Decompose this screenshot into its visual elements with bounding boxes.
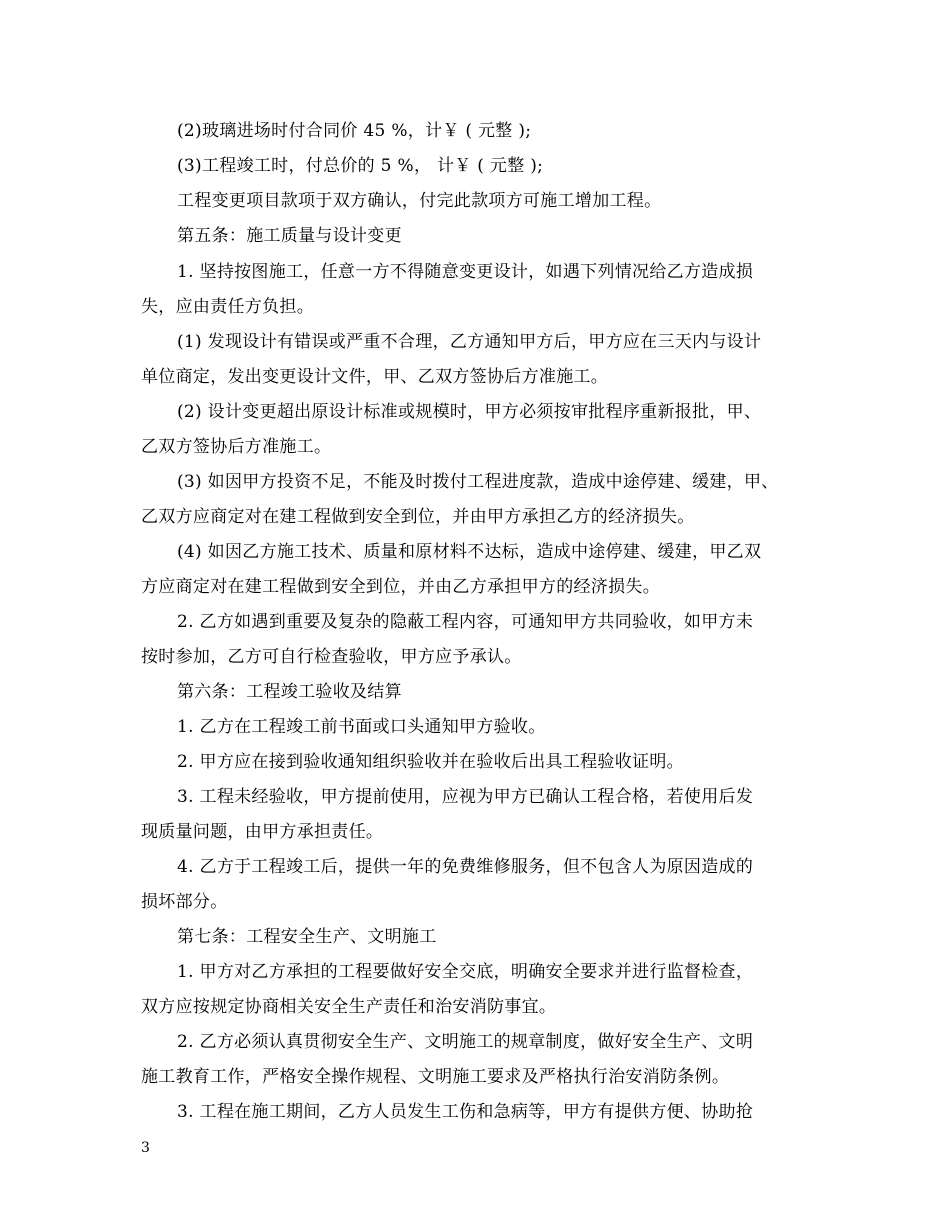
paragraph-line: 2. 甲方应在接到验收通知组织验收并在验收后出具工程验收证明。 (177, 752, 684, 772)
paragraph-line: 2. 乙方必须认真贯彻安全生产、文明施工的规章制度，做好安全生产、文明 (177, 1032, 754, 1052)
payment-clause-3: (3)工程竣工时，付总价的 5 %， 计￥ ( 元整 ); (177, 156, 544, 176)
paragraph-line: 按时参加，乙方可自行检查验收，甲方应予承认。 (141, 647, 522, 667)
section-heading-5: 第五条：施工质量与设计变更 (177, 226, 402, 246)
paragraph-line: (3) 如因甲方投资不足，不能及时拨付工程进度款，造成中途停建、缓建，甲、 (177, 472, 779, 492)
paragraph-line: 单位商定，发出变更设计文件，甲、乙双方签协后方准施工。 (141, 367, 609, 387)
section-heading-7: 第七条：工程安全生产、文明施工 (177, 927, 437, 947)
paragraph-line: 施工教育工作，严格安全操作规程、文明施工要求及严格执行治安消防条例。 (141, 1067, 730, 1087)
paragraph-line: 乙双方签协后方准施工。 (141, 437, 332, 457)
page-number: 3 (141, 1140, 150, 1156)
payment-clause-2: (2)玻璃进场时付合同价 45 %，计￥ ( 元整 ); (177, 121, 532, 141)
paragraph-line: 3. 工程未经验收，甲方提前使用，应视为甲方已确认工程合格，若使用后发 (177, 787, 754, 807)
paragraph-line: 失，应由责任方负担。 (141, 297, 314, 317)
paragraph-line: 1. 乙方在工程竣工前书面或口头通知甲方验收。 (177, 717, 546, 737)
paragraph-line: 方应商定对在建工程做到安全到位，并由乙方承担甲方的经济损失。 (141, 577, 660, 597)
paragraph-line: 1. 甲方对乙方承担的工程要做好安全交底，明确安全要求并进行监督检查， (177, 962, 754, 982)
paragraph-line: (2) 设计变更超出原设计标准或规模时，甲方必须按审批程序重新报批，甲、 (177, 402, 762, 422)
paragraph-line: 1. 坚持按图施工，任意一方不得随意变更设计，如遇下列情况给乙方造成损 (177, 262, 754, 282)
paragraph-line: (1) 发现设计有错误或严重不合理，乙方通知甲方后，甲方应在三天内与设计 (177, 332, 762, 352)
section-heading-6: 第六条：工程竣工验收及结算 (177, 682, 402, 702)
paragraph-line: 现质量问题，由甲方承担责任。 (141, 822, 384, 842)
paragraph-line: 损坏部分。 (141, 892, 228, 912)
paragraph-line: (4) 如因乙方施工技术、质量和原材料不达标，造成中途停建、缓建，甲乙双 (177, 542, 762, 562)
paragraph-line: 2. 乙方如遇到重要及复杂的隐蔽工程内容，可通知甲方共同验收，如甲方未 (177, 612, 754, 632)
paragraph-line: 3. 工程在施工期间，乙方人员发生工伤和急病等，甲方有提供方便、协助抢 (177, 1102, 754, 1122)
change-payment-text: 工程变更项目款项于双方确认，付完此款项方可施工增加工程。 (177, 191, 662, 211)
paragraph-line: 4. 乙方于工程竣工后，提供一年的免费维修服务，但不包含人为原因造成的 (177, 857, 754, 877)
paragraph-line: 乙双方应商定对在建工程做到安全到位，并由甲方承担乙方的经济损失。 (141, 507, 695, 527)
paragraph-line: 双方应按规定协商相关安全生产责任和治安消防事宜。 (141, 997, 557, 1017)
